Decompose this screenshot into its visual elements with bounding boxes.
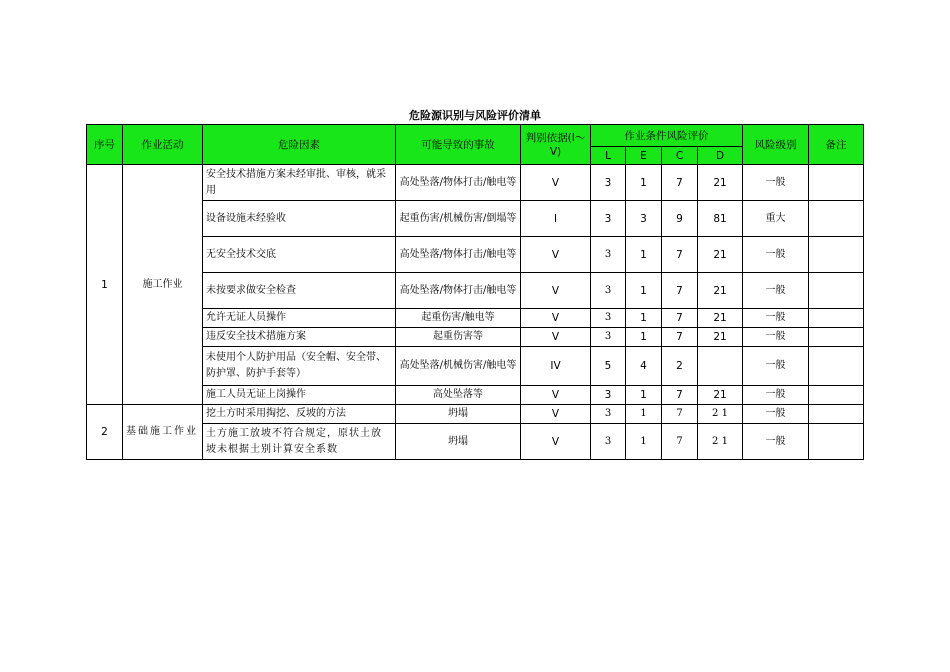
level-cell: 一般	[743, 328, 809, 347]
e-cell: 3	[626, 201, 662, 237]
activity-cell: 施工作业	[123, 165, 203, 405]
basis-cell: V	[521, 328, 591, 347]
table-row	[87, 405, 864, 424]
l-cell: 3	[591, 405, 626, 424]
l-cell: 3	[591, 165, 626, 201]
remark-cell	[809, 201, 864, 237]
header-level: 风险级别	[743, 125, 809, 165]
l-cell: 3	[591, 309, 626, 328]
c-cell: 7	[662, 328, 698, 347]
l-cell: 3	[591, 328, 626, 347]
accident-cell: 起重伤害/机械伤害/倒塌等	[396, 201, 521, 237]
basis-cell: V	[521, 424, 591, 460]
c-cell: 7	[662, 424, 698, 460]
d-cell: 21	[698, 386, 743, 405]
e-cell: 1	[626, 386, 662, 405]
header-c: C	[662, 147, 698, 165]
e-cell: 1	[626, 273, 662, 309]
basis-cell: V	[521, 405, 591, 424]
l-cell: 3	[591, 273, 626, 309]
hazard-cell: 未使用个人防护用品（安全帽、安全带、防护罩、防护手套等）	[203, 347, 396, 386]
hazard-cell: 土方施工放坡不符合规定，原状土放坡未根据土别计算安全系数	[203, 424, 396, 460]
level-cell: 一般	[743, 165, 809, 201]
d-cell: 2 1	[698, 405, 743, 424]
hazard-cell: 设备设施未经验收	[203, 201, 396, 237]
d-cell: 21	[698, 165, 743, 201]
remark-cell	[809, 273, 864, 309]
remark-cell	[809, 386, 864, 405]
d-cell	[698, 347, 743, 386]
accident-cell: 高处坠落/物体打击/触电等	[396, 273, 521, 309]
remark-cell	[809, 328, 864, 347]
accident-cell: 坍塌	[396, 405, 521, 424]
e-cell: 4	[626, 347, 662, 386]
c-cell: 9	[662, 201, 698, 237]
remark-cell	[809, 309, 864, 328]
d-cell: 81	[698, 201, 743, 237]
table-row	[87, 386, 864, 405]
hazard-cell: 违反安全技术措施方案	[203, 328, 396, 347]
remark-cell	[809, 424, 864, 460]
c-cell: 7	[662, 165, 698, 201]
table-row	[87, 309, 864, 328]
level-cell: 重大	[743, 201, 809, 237]
remark-cell	[809, 405, 864, 424]
header-seq: 序号	[87, 125, 123, 165]
c-cell: 7	[662, 309, 698, 328]
c-cell: 7	[662, 273, 698, 309]
seq-cell: 1	[87, 165, 123, 405]
hazard-cell: 无安全技术交底	[203, 237, 396, 273]
level-cell: 一般	[743, 309, 809, 328]
d-cell: 2 1	[698, 424, 743, 460]
header-e: E	[626, 147, 662, 165]
d-cell: 21	[698, 237, 743, 273]
level-cell: 一般	[743, 237, 809, 273]
risk-table	[86, 124, 864, 460]
table-row	[87, 201, 864, 237]
remark-cell	[809, 165, 864, 201]
header-accident: 可能导致的事故	[396, 125, 521, 165]
hazard-cell: 挖土方时采用掏挖、反坡的方法	[203, 405, 396, 424]
table-row	[87, 347, 864, 386]
level-cell: 一般	[743, 273, 809, 309]
level-cell: 一般	[743, 405, 809, 424]
basis-cell: V	[521, 309, 591, 328]
table-row	[87, 165, 864, 201]
l-cell: 5	[591, 347, 626, 386]
header-remark: 备注	[809, 125, 864, 165]
basis-cell: I	[521, 201, 591, 237]
c-cell: 2	[662, 347, 698, 386]
accident-cell: 高处坠落/机械伤害/触电等	[396, 347, 521, 386]
remark-cell	[809, 347, 864, 386]
basis-cell: V	[521, 165, 591, 201]
header-condition-eval: 作业条件风险评价	[591, 125, 743, 147]
seq-cell: 2	[87, 405, 123, 460]
table-row	[87, 328, 864, 347]
hazard-cell: 安全技术措施方案未经审批、审核，就采用	[203, 165, 396, 201]
accident-cell: 起重伤害/触电等	[396, 309, 521, 328]
accident-cell: 坍塌	[396, 424, 521, 460]
document-title: 危险源识别与风险评价清单	[409, 109, 541, 122]
accident-cell: 高处坠落等	[396, 386, 521, 405]
e-cell: 1	[626, 328, 662, 347]
e-cell: 1	[626, 165, 662, 201]
basis-cell: V	[521, 273, 591, 309]
table-row	[87, 273, 864, 309]
d-cell: 21	[698, 273, 743, 309]
l-cell: 3	[591, 237, 626, 273]
accident-cell: 高处坠落/物体打击/触电等	[396, 165, 521, 201]
d-cell: 21	[698, 309, 743, 328]
table-row	[87, 424, 864, 460]
d-cell: 21	[698, 328, 743, 347]
header-l: L	[591, 147, 626, 165]
e-cell: 1	[626, 309, 662, 328]
e-cell: 1	[626, 237, 662, 273]
basis-cell: V	[521, 237, 591, 273]
accident-cell: 起重伤害等	[396, 328, 521, 347]
activity-cell: 基础施工作业	[123, 405, 203, 460]
header-basis: 判别依据(I～V)	[521, 125, 591, 165]
basis-cell: IV	[521, 347, 591, 386]
hazard-cell: 未按要求做安全检查	[203, 273, 396, 309]
hazard-cell: 施工人员无证上岗操作	[203, 386, 396, 405]
level-cell: 一般	[743, 347, 809, 386]
e-cell: 1	[626, 424, 662, 460]
c-cell: 7	[662, 386, 698, 405]
hazard-cell: 允许无证人员操作	[203, 309, 396, 328]
c-cell: 7	[662, 237, 698, 273]
table-row	[87, 237, 864, 273]
l-cell: 3	[591, 424, 626, 460]
level-cell: 一般	[743, 386, 809, 405]
basis-cell: V	[521, 386, 591, 405]
header-activity: 作业活动	[123, 125, 203, 165]
l-cell: 3	[591, 386, 626, 405]
e-cell: 1	[626, 405, 662, 424]
accident-cell: 高处坠落/物体打击/触电等	[396, 237, 521, 273]
header-hazard: 危险因素	[203, 125, 396, 165]
c-cell: 7	[662, 405, 698, 424]
level-cell: 一般	[743, 424, 809, 460]
remark-cell	[809, 237, 864, 273]
l-cell: 3	[591, 201, 626, 237]
header-d: D	[698, 147, 743, 165]
